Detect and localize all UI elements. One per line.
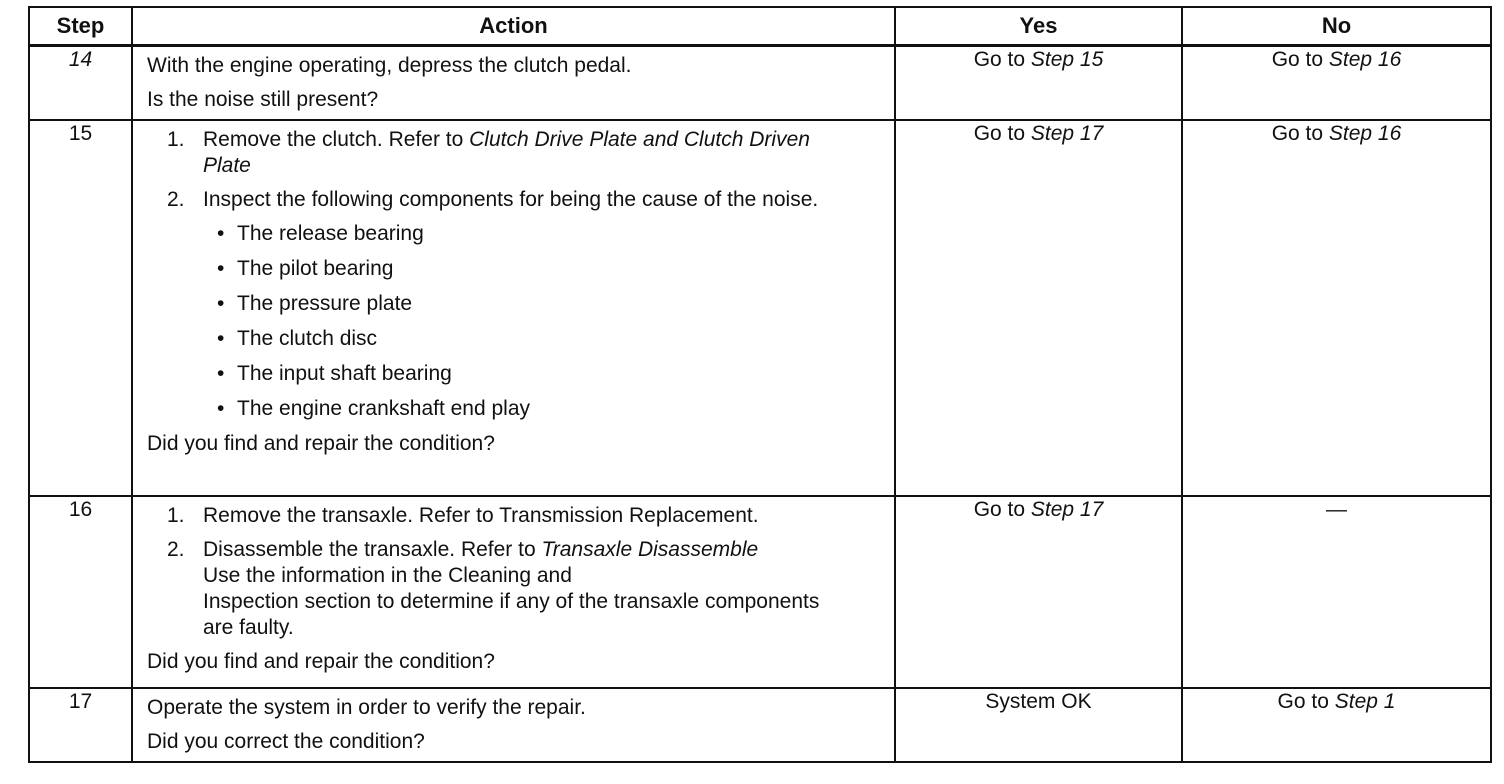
table-row: [29, 120, 1491, 496]
action-text: With the engine operating, depress the clutch pedal.: [147, 54, 632, 77]
bullet-mark: •: [217, 292, 225, 315]
no-cell: [1182, 688, 1491, 762]
item-number: 1.: [167, 128, 185, 151]
list-item-text: The clutch disc: [237, 327, 378, 350]
yes-prefix: Go to: [973, 498, 1031, 521]
action-question: Did you correct the condition?: [147, 730, 425, 753]
numbered-item: [147, 537, 884, 641]
item-number: 1.: [167, 504, 185, 527]
bullet-mark: •: [217, 397, 225, 420]
table-row: [29, 496, 1491, 688]
table-row: [29, 688, 1491, 762]
yes-prefix: Go to: [973, 122, 1031, 145]
list-item-text: The engine crankshaft end play: [237, 397, 531, 420]
no-prefix: Go to: [1271, 48, 1329, 71]
list-item-text: The input shaft bearing: [237, 362, 452, 385]
action-cell: [132, 688, 895, 762]
action-question: Did you find and repair the condition?: [147, 432, 495, 455]
no-step-ref: Step 16: [1328, 48, 1402, 71]
yes-cell: [895, 120, 1182, 496]
bullet-mark: •: [217, 257, 225, 280]
item-text: Remove the clutch. Refer to: [203, 128, 470, 151]
table-row: [29, 46, 1491, 121]
list-item: [217, 396, 884, 422]
list-item: [217, 256, 884, 282]
item-reference: Clutch Drive Plate and Clutch Driven Plate: [203, 128, 810, 177]
header-step: Step: [29, 7, 132, 46]
bullet-mark: •: [217, 362, 225, 385]
no-prefix: Go to: [1271, 122, 1329, 145]
no-cell: [1182, 46, 1491, 121]
component-list: [147, 221, 884, 422]
list-item: [217, 361, 884, 387]
numbered-item: [147, 503, 884, 529]
list-item: [217, 291, 884, 317]
no-prefix: Go to: [1277, 690, 1335, 713]
action-cell: [132, 120, 895, 496]
list-item: [217, 326, 884, 352]
bullet-mark: •: [217, 327, 225, 350]
yes-cell: System OK: [895, 688, 1182, 762]
header-action: Action: [132, 7, 895, 46]
diagnostic-table: [28, 6, 1492, 763]
action-text: Operate the system in order to verify the repair.: [147, 696, 586, 719]
action-question: Is the noise still present?: [147, 88, 379, 111]
item-text: Inspect the following components for being the cause of the noise.: [203, 188, 819, 211]
item-number: 2.: [167, 538, 185, 561]
bullet-mark: •: [217, 222, 225, 245]
yes-cell: [895, 46, 1182, 121]
item-text: Remove the transaxle. Refer to Transmission Replacement.: [203, 504, 759, 527]
yes-step-ref: Step 17: [1030, 498, 1104, 521]
header-row: [29, 7, 1491, 46]
list-item: [217, 221, 884, 247]
item-text: Disassemble the transaxle. Refer to: [203, 538, 542, 561]
action-cell: [132, 496, 895, 688]
list-item-text: The release bearing: [237, 222, 424, 245]
yes-cell: [895, 496, 1182, 688]
step-number: 14: [29, 46, 132, 121]
numbered-item: [147, 127, 884, 179]
no-cell: —: [1182, 496, 1491, 688]
item-reference: Transaxle Disassemble: [541, 538, 759, 561]
list-item-text: The pressure plate: [237, 292, 413, 315]
header-no: No: [1182, 7, 1491, 46]
action-cell: [132, 46, 895, 121]
step-number: 17: [29, 688, 132, 762]
no-step-ref: Step 16: [1328, 122, 1402, 145]
item-continuation: Use the information in the Cleaning and: [203, 564, 572, 587]
no-step-ref: Step 1: [1334, 690, 1396, 713]
item-number: 2.: [167, 188, 185, 211]
step-number: 15: [29, 120, 132, 496]
yes-step-ref: Step 17: [1030, 122, 1104, 145]
header-yes: Yes: [895, 7, 1182, 46]
action-question: Did you find and repair the condition?: [147, 650, 495, 673]
step-number: 16: [29, 496, 132, 688]
yes-step-ref: Step 15: [1030, 48, 1104, 71]
item-continuation: Inspection section to determine if any of the transaxle components are faulty.: [203, 590, 820, 639]
numbered-item: [147, 187, 884, 213]
no-cell: [1182, 120, 1491, 496]
list-item-text: The pilot bearing: [237, 257, 394, 280]
yes-prefix: Go to: [973, 48, 1031, 71]
